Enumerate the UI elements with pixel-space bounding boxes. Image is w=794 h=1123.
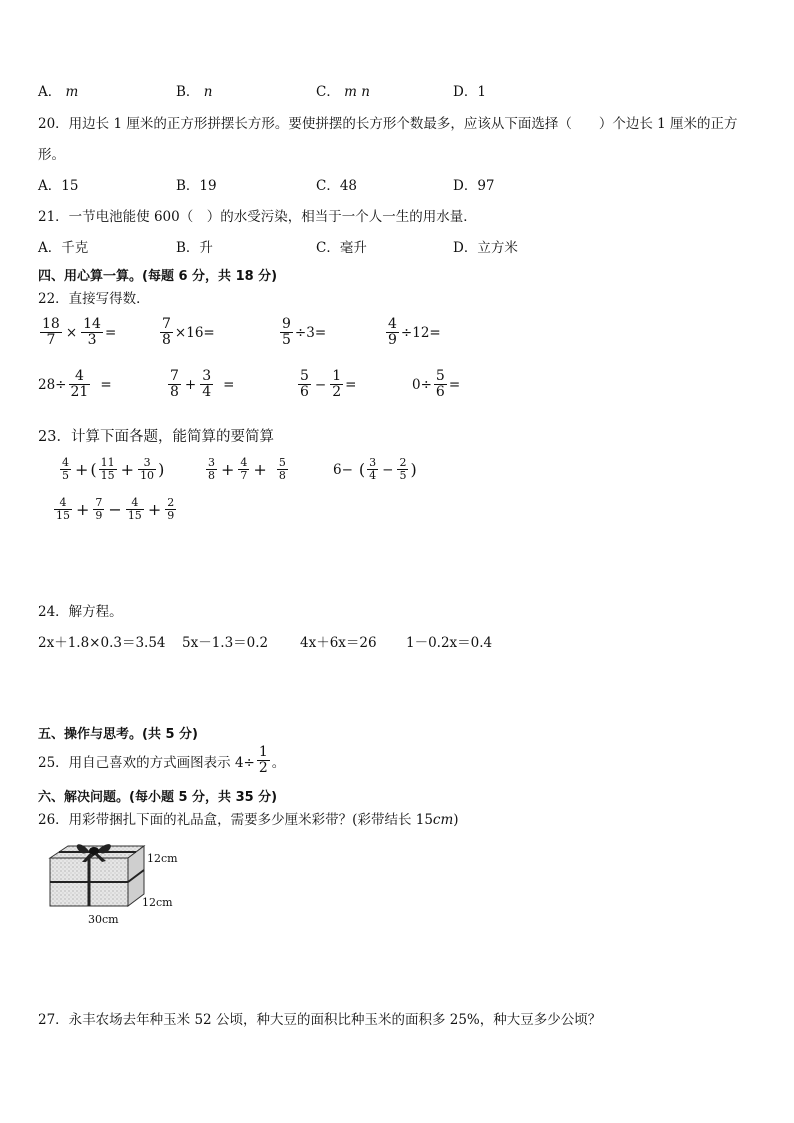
q20-text-cont: 形。 bbox=[38, 147, 65, 163]
fraction: $\frac{3}{4}$ bbox=[202, 368, 212, 400]
fraction: $\frac{5}{8}$ bbox=[278, 456, 286, 482]
fraction: $\frac{4}{15}$ bbox=[56, 496, 70, 522]
q21-option-c: C．毫升 bbox=[316, 240, 367, 256]
fraction: $\frac{7}{8}$ bbox=[162, 316, 171, 348]
fraction: $\frac{4}{5}$ bbox=[62, 456, 69, 482]
q22-expr-2: $\frac{7}{8}$ ×16= bbox=[162, 316, 215, 348]
fraction: $\frac{7}{9}$ bbox=[95, 496, 103, 522]
fraction: $\frac{2}{9}$ bbox=[167, 496, 175, 522]
q20-option-c: C．48 bbox=[316, 178, 358, 194]
section-5-heading: 五、操作与思考。(共 5 分) bbox=[38, 727, 198, 742]
q19-option-a: A． m bbox=[38, 84, 79, 100]
q23-title: 23．计算下面各题，能简算的要简算 bbox=[38, 429, 274, 445]
q23-expr-4: $\frac{4}{15}$ + $\frac{7}{9}$ − $\frac{4}{15}$ + $\frac{2}{9}$ bbox=[56, 496, 175, 522]
q19-option-c: C． m n bbox=[316, 84, 370, 100]
q21-option-b: B．升 bbox=[176, 240, 213, 256]
fraction: $\frac{9}{5}$ bbox=[282, 316, 291, 348]
fraction: $\frac{2}{5}$ bbox=[399, 456, 407, 482]
fraction: $\frac{1}{2}$ bbox=[258, 744, 268, 776]
q23-expr-3: 6− ( $\frac{3}{4}$ − $\frac{2}{5}$ ) bbox=[333, 456, 417, 482]
fraction: $\frac{4}{9}$ bbox=[388, 316, 397, 348]
q25-text: 25．用自己喜欢的方式画图表示 4÷ $\frac{1}{2}$ 。 bbox=[38, 744, 286, 776]
q22-expr-5: 28÷ $\frac{4}{21}$ = bbox=[38, 368, 112, 400]
q22-expr-4: $\frac{4}{9}$ ÷12= bbox=[388, 316, 441, 348]
q20-text: 20．用边长 1 厘米的正方形拼摆长方形。要使拼摆的长方形个数最多，应该从下面选择（ ）个边长 1 厘米的正方 bbox=[38, 116, 738, 132]
q23-expr-2: $\frac{3}{8}$ + $\frac{4}{7}$ + $\frac{5}{8}$ bbox=[208, 456, 286, 482]
q26-text: 26．用彩带捆扎下面的礼品盒，需要多少厘米彩带？(彩带结长 15cm) bbox=[38, 812, 459, 828]
fraction: $\frac{3}{4}$ bbox=[369, 456, 377, 482]
fraction: $\frac{5}{6}$ bbox=[300, 368, 309, 400]
q24-equation-2: 5x－1.3＝0.2 bbox=[182, 635, 269, 651]
gift-box-figure bbox=[44, 838, 194, 930]
q20-option-d: D．97 bbox=[453, 178, 495, 194]
q20-option-a: A．15 bbox=[38, 178, 79, 194]
q24-title: 24．解方程。 bbox=[38, 604, 123, 620]
fraction: $\frac{4}{7}$ bbox=[240, 456, 248, 482]
box-length-label: 30cm bbox=[88, 913, 119, 926]
q22-expr-7: $\frac{5}{6}$ − $\frac{1}{2}$ = bbox=[300, 368, 357, 400]
fraction: $\frac{11}{15}$ bbox=[100, 456, 115, 482]
q27-text: 27．永丰农场去年种玉米 52 公顷，种大豆的面积比种玉米的面积多 25%，种大豆多少公顷？ bbox=[38, 1012, 602, 1028]
q21-option-a: A．千克 bbox=[38, 240, 89, 256]
fraction: $\frac{7}{8}$ bbox=[170, 368, 179, 400]
q19-option-b: B． n bbox=[176, 84, 213, 100]
fraction: $\frac{4}{21}$ bbox=[70, 368, 89, 400]
fraction: $\frac{18}{7}$ bbox=[42, 316, 60, 348]
q20-option-b: B．19 bbox=[176, 178, 217, 194]
q19-option-d: D．1 bbox=[453, 84, 486, 100]
q24-equation-4: 1－0.2x＝0.4 bbox=[406, 635, 493, 651]
q22-expr-1: $\frac{18}{7}$ × $\frac{14}{3}$ = bbox=[42, 316, 117, 348]
q21-text: 21．一节电池能使 600（ ）的水受污染，相当于一个人一生的用水量． bbox=[38, 209, 477, 225]
fraction: $\frac{14}{3}$ bbox=[83, 316, 101, 348]
q22-expr-3: $\frac{9}{5}$ ÷3= bbox=[282, 316, 327, 348]
fraction: $\frac{3}{8}$ bbox=[208, 456, 215, 482]
q22-expr-6: $\frac{7}{8}$ + $\frac{3}{4}$ = bbox=[170, 368, 235, 400]
q22-expr-8: 0÷ $\frac{5}{6}$ = bbox=[412, 368, 461, 400]
fraction: $\frac{1}{2}$ bbox=[332, 368, 342, 400]
q22-title: 22．直接写得数． bbox=[38, 291, 150, 307]
fraction: $\frac{3}{10}$ bbox=[140, 456, 155, 482]
q24-equation-3: 4x＋6x＝26 bbox=[300, 635, 377, 651]
fraction: $\frac{4}{15}$ bbox=[127, 496, 142, 522]
fraction: $\frac{5}{6}$ bbox=[435, 368, 445, 400]
box-height-label: 12cm bbox=[147, 852, 178, 865]
q21-option-d: D．立方米 bbox=[453, 240, 518, 256]
box-depth-label: 12cm bbox=[142, 896, 173, 909]
q24-equation-1: 2x＋1.8×0.3＝3.54 bbox=[38, 635, 166, 651]
section-6-heading: 六、解决问题。(每小题 5 分，共 35 分) bbox=[38, 790, 278, 805]
section-4-heading: 四、用心算一算。(每题 6 分，共 18 分) bbox=[38, 269, 278, 284]
q23-expr-1: $\frac{4}{5}$ + ( $\frac{11}{15}$ + $\frac{3}{10}$ ) bbox=[62, 456, 165, 482]
